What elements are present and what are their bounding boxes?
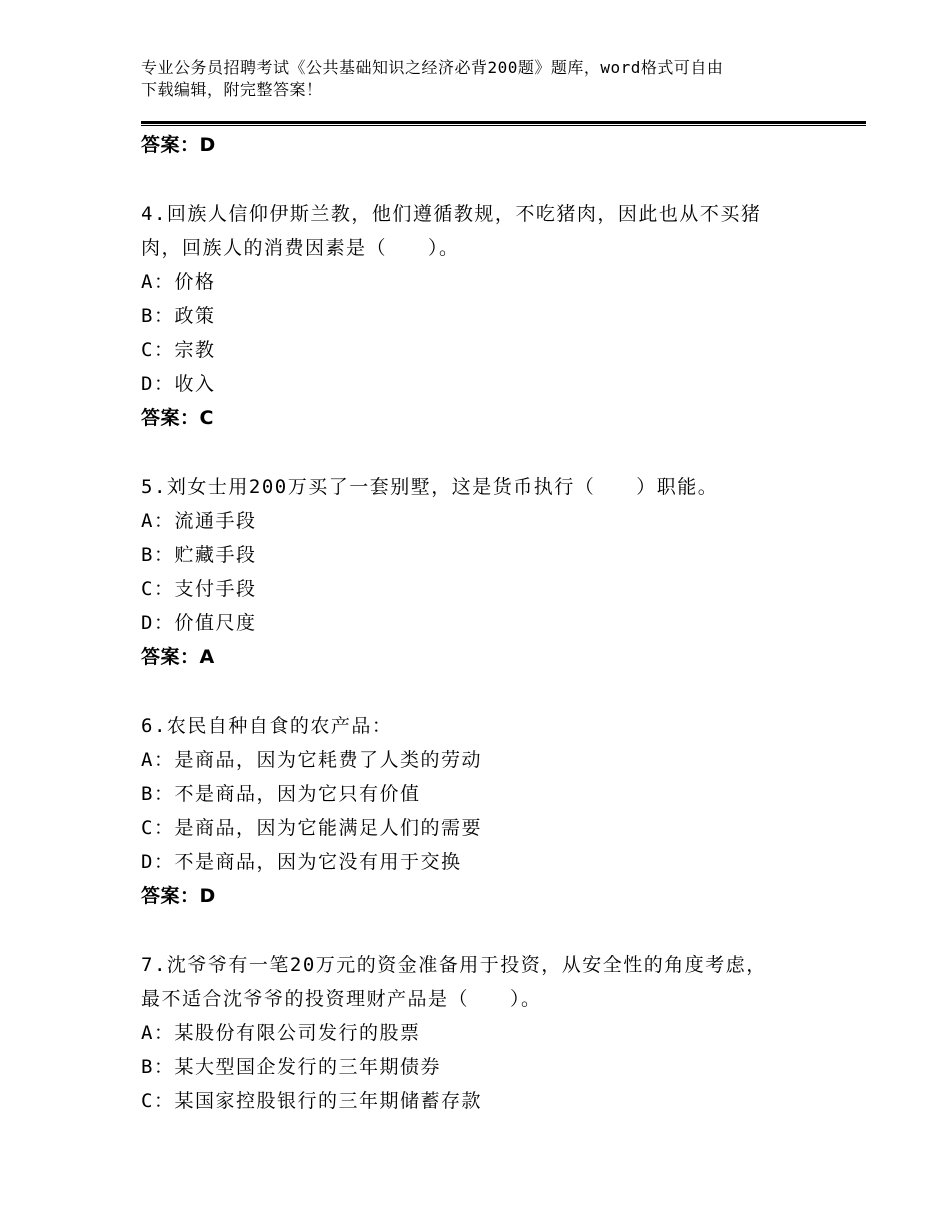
option-a: A：某股份有限公司发行的股票 (141, 1022, 421, 1044)
question-7 (141, 948, 841, 1118)
option-b: B：不是商品，因为它只有价值 (141, 783, 421, 805)
option-c: C：宗教 (141, 339, 216, 361)
question-6 (141, 709, 841, 913)
option-d: D：价值尺度 (141, 612, 257, 634)
option-b: B：政策 (141, 305, 216, 327)
question-4 (141, 197, 841, 435)
option-b: B：贮藏手段 (141, 544, 257, 566)
option-b: B：某大型国企发行的三年期债券 (141, 1056, 441, 1078)
option-a: A：流通手段 (141, 510, 257, 532)
spacer (141, 674, 841, 709)
answer: 答案：A (141, 646, 215, 668)
spacer (141, 162, 841, 197)
header-line-1: 专业公务员招聘考试《公共基础知识之经济必背200题》题库，word格式可自由 (141, 58, 724, 77)
page-header (141, 57, 821, 101)
question-stem-line: 5.刘女士用200万买了一套别墅，这是货币执行（ ）职能。 (141, 476, 719, 498)
spacer (141, 435, 841, 470)
question-stem-line: 7.沈爷爷有一笔20万元的资金准备用于投资，从安全性的角度考虑， (141, 954, 767, 976)
option-c: C：某国家控股银行的三年期储蓄存款 (141, 1090, 482, 1112)
option-a: A：价格 (141, 271, 216, 293)
question-content (141, 128, 841, 1118)
answer: 答案：D (141, 885, 216, 907)
question-stem-line: 4.回族人信仰伊斯兰教，他们遵循教规，不吃猪肉，因此也从不买猪 (141, 203, 762, 225)
header-divider (141, 121, 866, 126)
spacer (141, 913, 841, 948)
option-d: D：收入 (141, 373, 216, 395)
option-c: C：是商品，因为它能满足人们的需要 (141, 817, 482, 839)
option-d: D：不是商品，因为它没有用于交换 (141, 851, 462, 873)
question-5 (141, 470, 841, 674)
previous-answer: 答案：D (141, 134, 216, 156)
header-line-2: 下载编辑，附完整答案！ (141, 80, 323, 99)
answer: 答案：C (141, 407, 214, 429)
option-a: A：是商品，因为它耗费了人类的劳动 (141, 749, 482, 771)
question-stem-line: 肉，回族人的消费因素是（ ）。 (141, 237, 460, 259)
question-stem-line: 最不适合沈爷爷的投资理财产品是（ ）。 (141, 988, 542, 1010)
question-stem-line: 6.农民自种自食的农产品： (141, 715, 393, 737)
option-c: C：支付手段 (141, 578, 257, 600)
